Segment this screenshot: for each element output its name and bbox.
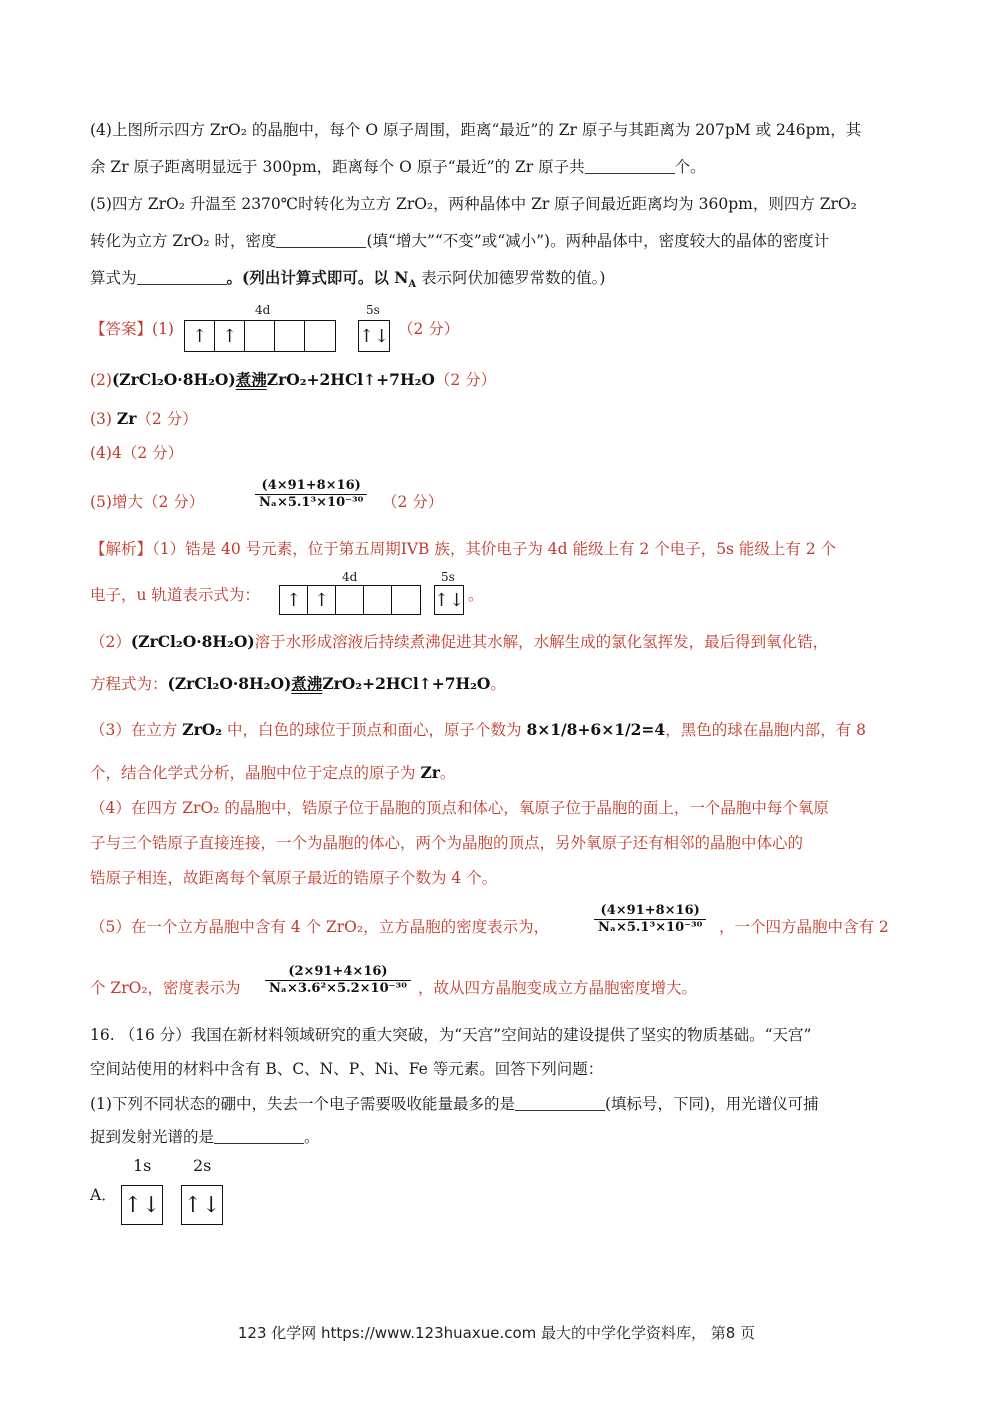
analysis-p4a: （4）在四方 ZrO₂ 的晶胞中，锆原子位于晶胞的顶点和体心，氧原子位于晶胞的面上，一个晶胞中每个氧原 bbox=[90, 799, 829, 817]
answer-3-score: （2 分） bbox=[136, 410, 198, 428]
up-arrow-icon: ↑ bbox=[308, 586, 336, 614]
answer-line1 bbox=[90, 318, 174, 340]
empty-cell bbox=[364, 586, 392, 614]
analysis-p3a bbox=[90, 719, 866, 741]
analysis-p3a-pre: （3）在立方 bbox=[90, 721, 183, 739]
answer-1-prefix: (1) bbox=[152, 320, 174, 338]
q5-line3-mid: 。(列出计算式即可。以 N bbox=[226, 268, 409, 287]
fraction-denominator: Nₐ×5.1³×10⁻³⁰ bbox=[259, 495, 364, 510]
up-down-arrow-icon: ↑↓ bbox=[183, 1192, 221, 1218]
orbital-5s-label: 5s bbox=[441, 570, 455, 584]
empty-cell bbox=[245, 321, 275, 351]
empty-cell bbox=[392, 586, 420, 614]
analysis-label: 【解析】 bbox=[90, 540, 153, 558]
q5-line3-text: 算式为 bbox=[90, 269, 137, 287]
answer-2-prefix: (2) bbox=[90, 371, 112, 389]
q4-line2-end: 个。 bbox=[674, 158, 706, 176]
orbital-diagram-1s bbox=[121, 1185, 163, 1225]
answer-blank bbox=[214, 1129, 304, 1144]
analysis-p2a-formula: (ZrCl₂O·8H₂O) bbox=[130, 632, 255, 651]
analysis-p5b-end: ，故从四方晶胞变成立方晶胞密度增大。 bbox=[418, 979, 698, 997]
answer-blank bbox=[137, 270, 227, 285]
q4-line2-text: 余 Zr 原子距离明显远于 300pm，距离每个 O 原子“最近”的 Zr 原子共 bbox=[90, 158, 585, 176]
analysis-p2a-text: 溶于水形成溶液后持续煮沸促进其水解，水解生成的氯化氢挥发，最后得到氧化锆， bbox=[254, 633, 829, 651]
orbital-diagram-5s bbox=[358, 320, 390, 352]
analysis-p4b: 子与三个锆原子直接连接，一个为晶胞的体心，两个为晶胞的顶点，另外氧原子还有相邻的晶胞中体心的 bbox=[90, 834, 804, 852]
answer-5-score: （2 分） bbox=[382, 493, 444, 511]
answer-3-prefix: (3) bbox=[90, 410, 117, 428]
q5-line2 bbox=[90, 230, 829, 252]
q5-line3 bbox=[90, 267, 605, 296]
q4-line1: (4)上图所示四方 ZrO₂ 的晶胞中，每个 O 原子周围，距离“最近”的 Zr 原子与其距离为 207pM 或 246pm，其 bbox=[90, 121, 862, 139]
answer-5-fraction bbox=[255, 478, 367, 511]
answer-line2 bbox=[90, 369, 496, 391]
q4-line2 bbox=[90, 156, 706, 178]
analysis-p5a-end: ，一个四方晶胞中含有 2 bbox=[719, 918, 889, 936]
empty-cell bbox=[275, 321, 305, 351]
answer-2-condition: 煮沸 bbox=[235, 370, 267, 389]
analysis-p4c: 锆原子相连，故距离每个氧原子最近的锆原子个数为 4 个。 bbox=[90, 869, 498, 887]
up-down-arrow-icon: ↑↓ bbox=[358, 325, 390, 347]
analysis-p3b bbox=[90, 762, 455, 784]
q5-line2-text: 转化为立方 ZrO₂ 时，密度 bbox=[90, 232, 277, 250]
analysis-p5b: 个 ZrO₂，密度表示为 bbox=[90, 979, 241, 997]
analysis-p2b-products: ZrO₂+2HCl↑+7H₂O bbox=[322, 674, 491, 693]
analysis-p2a-pre: （2） bbox=[90, 633, 131, 651]
answer-3-value: Zr bbox=[116, 409, 137, 428]
up-down-arrow-icon: ↑↓ bbox=[433, 589, 465, 611]
analysis-p1c: 。 bbox=[468, 586, 484, 604]
answer-2-products: ZrO₂+2HCl↑+7H₂O bbox=[266, 370, 435, 389]
orbital-5s-label: 5s bbox=[366, 303, 380, 317]
fraction-denominator: Nₐ×5.1³×10⁻³⁰ bbox=[598, 920, 703, 935]
option-a-label: A． bbox=[90, 1186, 117, 1204]
answer-blank bbox=[585, 159, 675, 174]
answer-2-formula: (ZrCl₂O·8H₂O) bbox=[111, 370, 236, 389]
q16-line1: 16. （16 分）我国在新材料领域研究的重大突破，为“天宫”空间站的建设提供了坚实的物质基础。“天宫” bbox=[90, 1026, 812, 1044]
answer-blank bbox=[515, 1096, 605, 1111]
na-subscript: A bbox=[408, 279, 417, 291]
fraction-numerator: (2×91+4×16) bbox=[265, 964, 411, 981]
q16-line2: 空间站使用的材料中含有 B、C、N、P、Ni、Fe 等元素。回答下列问题： bbox=[90, 1060, 604, 1078]
orbital-diagram-5s bbox=[434, 585, 464, 615]
q16-line3-end: (填标号，下同)，用光谱仪可捕 bbox=[604, 1095, 819, 1113]
q16-line4-text: 捉到发射光谱的是 bbox=[90, 1128, 215, 1146]
analysis-p1b: 电子，u 轨道表示式为： bbox=[90, 586, 260, 604]
answer-line5: (5)增大（2 分） bbox=[90, 493, 205, 511]
orbital-4d-label: 4d bbox=[342, 570, 358, 584]
q5-line2-end: (填“增大”“不变”或“减小”)。两种晶体中，密度较大的晶体的密度计 bbox=[366, 232, 830, 250]
orbital-diagram-4d bbox=[279, 585, 421, 615]
up-down-arrow-icon: ↑↓ bbox=[123, 1192, 161, 1218]
analysis-p5a-fraction bbox=[594, 903, 706, 936]
analysis-p2b bbox=[90, 673, 506, 695]
q16-line3-text: (1)下列不同状态的硼中，失去一个电子需要吸收能量最多的是 bbox=[90, 1095, 515, 1113]
fraction-numerator: (4×91+8×16) bbox=[594, 903, 706, 920]
analysis-p3b-end: 。 bbox=[439, 764, 456, 782]
answer-blank bbox=[276, 233, 366, 248]
analysis-p2b-formula: (ZrCl₂O·8H₂O) bbox=[167, 674, 292, 693]
q16-line4 bbox=[90, 1126, 320, 1148]
analysis-p2b-condition: 煮沸 bbox=[291, 674, 323, 693]
q16-line4-end: 。 bbox=[304, 1128, 320, 1146]
analysis-p5b-fraction bbox=[265, 964, 411, 997]
orbital-diagram-4d bbox=[184, 320, 336, 352]
answer-1-score: （2 分） bbox=[398, 320, 460, 338]
q16-line3 bbox=[90, 1093, 819, 1115]
answer-2-score: （2 分） bbox=[434, 371, 497, 389]
analysis-p5a: （5）在一个立方晶胞中含有 4 个 ZrO₂，立方晶胞的密度表示为， bbox=[90, 918, 550, 936]
fraction-denominator: Nₐ×3.6²×5.2×10⁻³⁰ bbox=[269, 981, 407, 996]
orbital-1s-label: 1s bbox=[133, 1156, 152, 1175]
q5-line3-end: 表示阿伏加德罗常数的值。) bbox=[416, 269, 606, 287]
answer-line4: (4)4（2 分） bbox=[90, 444, 184, 462]
empty-cell bbox=[336, 586, 364, 614]
q5-line1: (5)四方 ZrO₂ 升温至 2370℃时转化为立方 ZrO₂，两种晶体中 Zr 原子间最近距离均为 360pm，则四方 ZrO₂ bbox=[90, 195, 857, 213]
analysis-p3b-value: Zr bbox=[420, 763, 440, 782]
analysis-p3a-calc: 8×1/8+6×1/2=4 bbox=[526, 720, 666, 739]
analysis-p1a bbox=[90, 538, 836, 560]
up-arrow-icon: ↑ bbox=[215, 321, 245, 351]
empty-cell bbox=[305, 321, 335, 351]
orbital-diagram-2s bbox=[181, 1185, 223, 1225]
fraction-numerator: (4×91+8×16) bbox=[255, 478, 367, 495]
up-arrow-icon: ↑ bbox=[185, 321, 215, 351]
orbital-2s-label: 2s bbox=[193, 1156, 212, 1175]
answer-label: 【答案】 bbox=[90, 320, 153, 338]
answer-line3 bbox=[90, 408, 198, 430]
orbital-4d-label: 4d bbox=[255, 303, 271, 317]
analysis-p3b-pre: 个，结合化学式分析，晶胞中位于定点的原子为 bbox=[90, 764, 421, 782]
analysis-p3a-mid: 中，白色的球位于顶点和面心，原子个数为 bbox=[222, 721, 527, 739]
analysis-p2a bbox=[90, 631, 828, 653]
page-footer: 123 化学网 https://www.123huaxue.com 最大的中学化学资料库， 第8 页 bbox=[237, 1324, 756, 1342]
analysis-p3a-end: ，黑色的球在晶胞内部，有 8 bbox=[665, 721, 867, 739]
analysis-p2b-end: 。 bbox=[490, 675, 506, 693]
analysis-p1a-text: （1）锆是 40 号元素，位于第五周期IVB 族，其价电子为 4d 能级上有 2 个电子，5s 能级上有 2 个 bbox=[152, 540, 837, 558]
analysis-p3a-formula: ZrO₂ bbox=[182, 720, 223, 739]
up-arrow-icon: ↑ bbox=[280, 586, 308, 614]
analysis-p2b-pre: 方程式为： bbox=[90, 675, 168, 693]
